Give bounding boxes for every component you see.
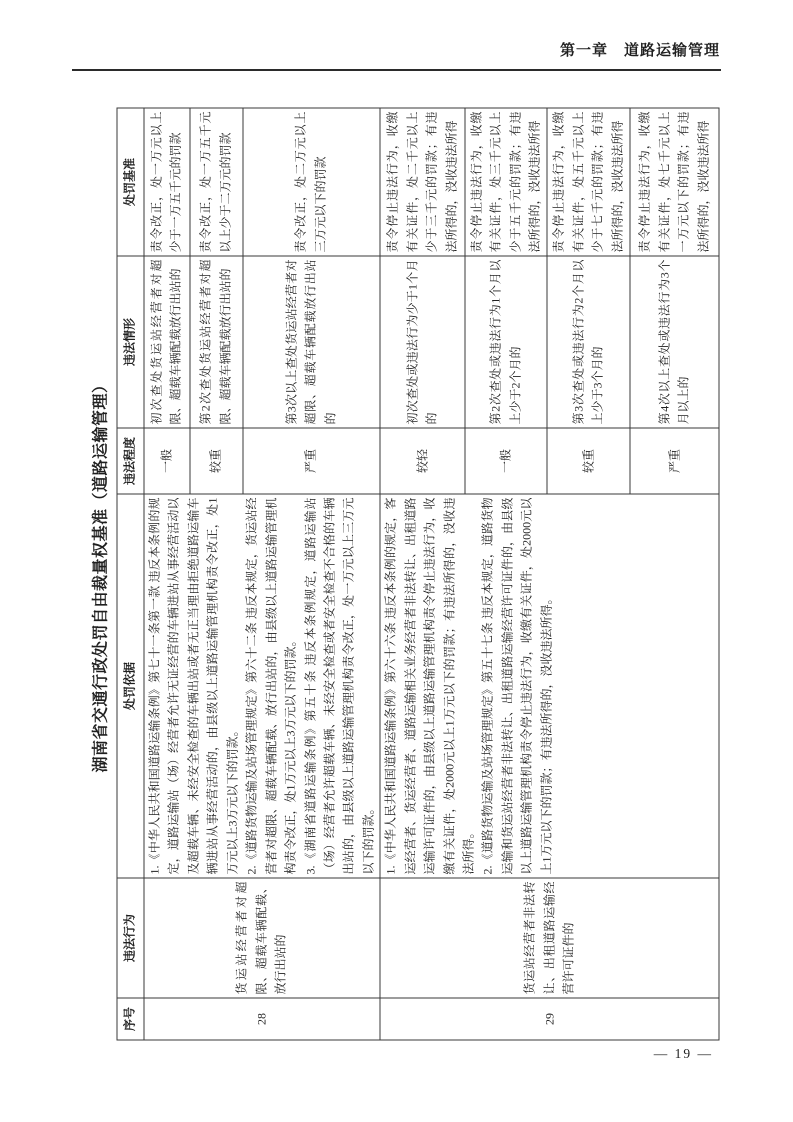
rotated-table-block xyxy=(91,109,711,1041)
penalty-standard: 责令停止违法行为，收缴有关证件，处五千元以上少于七千元的罚款；有违法所得的，没收违法所得 xyxy=(547,108,630,256)
chapter-header: 第一章 道路运输管理 xyxy=(559,43,720,59)
page-number: — 19 — xyxy=(653,1046,713,1061)
violation-behavior: 货运站经营者非法转让、出租道路运输经营许可证件的 xyxy=(380,878,719,998)
col-header-degree: 违法程度 xyxy=(117,428,144,494)
basis-item: 1.《中华人民共和国道路运输条例》第六十六条 违反本条例的规定，客运经营者、货运经营者、道路运输相关业务经营者非法转让、出租道路运输许可证件的，由县级以上道路运输管理机构责令停止违法行为，收缴有关证件，处2000元以上1万元以下的罚款；有违法所得的，没收违法所得。 xyxy=(383,497,476,875)
serial-number: 28 xyxy=(144,998,380,1040)
col-header-circumstance: 违法情形 xyxy=(117,256,144,428)
violation-circumstance: 初次查处或违法行为少于1个月的 xyxy=(380,256,465,428)
table-row xyxy=(380,108,465,1040)
violation-circumstance: 第2次查处或违法行为1个月以上少于2个月的 xyxy=(465,256,547,428)
violation-degree: 较重 xyxy=(190,428,243,494)
penalty-standard: 责令改正，处一万元以上少于一万五千元的罚款 xyxy=(144,108,190,256)
violation-degree: 严重 xyxy=(630,428,719,494)
basis-item: 2.《道路货物运输及站场管理规定》第五十七条 违反本规定，道路货物运输和货运站经营者非法转让、出租道路运输经营许可证件的，由县级以上道路运输管理机构责令停止违法行为，收缴有关证件，处2000元以上1万元以下的罚款；有违法所得的，没收违法所得。 xyxy=(480,497,554,875)
violation-circumstance: 初次查处货运站经营者对超限、超载车辆配载放行出站的 xyxy=(144,256,190,428)
violation-circumstance: 第4次以上查处或违法行为3个月以上的 xyxy=(630,256,719,428)
table-title: 湖南省交通行政处罚自由裁量权基准（道路运输管理） xyxy=(92,376,110,773)
col-header-basis: 处罚依据 xyxy=(117,494,144,878)
basis-item: 1.《中华人民共和国道路运输条例》第七十一条第一款 违反本条例的规定，道路运输站（场）经营者允许无证经营的车辆进站从事经营活动以及超载车辆、未经安全检查的车辆出站或者无正当理由拒绝道路运输车辆进站从事经营活动的，由县级以上道路运输管理机构责令改正，处1万元以上3万元以下的罚款。 xyxy=(147,497,240,875)
penalty-basis xyxy=(144,494,380,878)
penalty-basis xyxy=(380,494,719,878)
header-rule xyxy=(72,69,721,71)
penalty-standard: 责令停止违法行为，收缴有关证件，处三千元以上少于五千元的罚款；有违法所得的，没收违法所得 xyxy=(465,108,547,256)
violation-circumstance: 第2次查处货运站经营者对超限、超载车辆配载放行出站的 xyxy=(190,256,243,428)
violation-circumstance: 第3次查处或违法行为2个月以上少于3个月的 xyxy=(547,256,630,428)
serial-number: 29 xyxy=(380,998,719,1040)
penalty-standards-table xyxy=(117,108,720,1041)
violation-degree: 一般 xyxy=(144,428,190,494)
violation-degree: 严重 xyxy=(243,428,381,494)
col-header-standard: 处罚基准 xyxy=(117,108,144,256)
penalty-standard: 责令改正，处二万元以上三万元以下的罚款 xyxy=(243,108,381,256)
violation-degree: 一般 xyxy=(465,428,547,494)
basis-item: 2.《道路货物运输及站场管理规定》第六十二条 违反本规定，货运站经营者对超限、超载车辆配载、放行出站的，由县级以上道路运输管理机构责令改正，处1万元以上3万元以下的罚款。 xyxy=(244,497,298,875)
table-row xyxy=(144,108,190,1040)
penalty-standard: 责令停止违法行为，收缴有关证件，处七千元以上一万元以下的罚款；有违法所得的，没收违法所得 xyxy=(630,108,719,256)
col-header-behavior: 违法行为 xyxy=(117,878,144,998)
violation-degree: 较轻 xyxy=(380,428,465,494)
violation-behavior: 货运站经营者对超限、超载车辆配载、放行出站的 xyxy=(144,878,380,998)
basis-item: 3.《湖南省道路运输条例》第五十条 违反本条例规定，道路运输站（场）经营者允许超载车辆、未经安全检查或者安全检查不合格的车辆出站的，由县级以上道路运输管理机构责令改正，处一万元以上三万元以下的罚款。 xyxy=(303,497,376,875)
col-header-serial: 序号 xyxy=(117,998,144,1040)
table-header-row xyxy=(117,108,144,1040)
violation-degree: 较重 xyxy=(547,428,630,494)
penalty-standard: 责令停止违法行为，收缴有关证件，处二千元以上少于三千元的罚款；有违法所得的，没收违法所得 xyxy=(380,108,465,256)
violation-circumstance: 第3次以上查处货运站经营者对超限、超载车辆配载放行出站的 xyxy=(243,256,381,428)
penalty-standard: 责令改正，处一万五千元以上少于二万元的罚款 xyxy=(190,108,243,256)
